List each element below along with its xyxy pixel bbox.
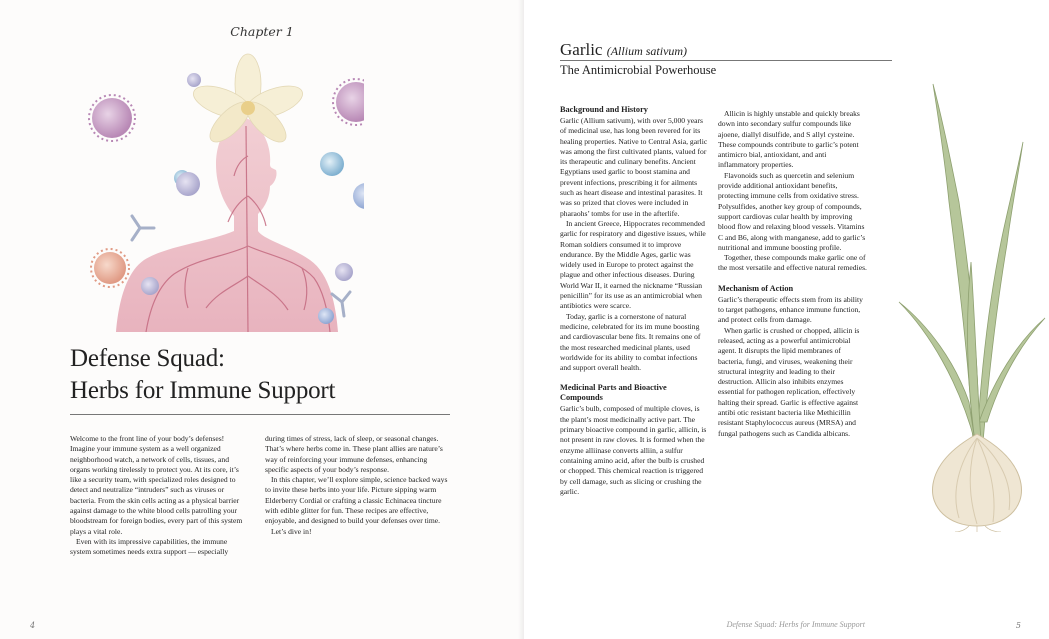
paragraph: Flavonoids such as quercetin and selenium provide additional antioxidant benefits, protecting immune cells from oxidative stress. Polysulfides, another key group of compounds, support cardiovas cular health by improving blood flow and relaxing blood vessels. Vitamins C and B6, along with manganese, add to garlic’s nutritional and immune boosting profile. xyxy=(718,170,866,252)
paragraph: Allicin is highly unstable and quickly breaks down into secondary sulfur compounds like ajoene, diallyl disulfide, and S allyl cysteine. These compounds contribute to garlic’s potent antimicro bial, antioxidant, and anti inflammatory properties. xyxy=(718,109,860,170)
title-rule xyxy=(70,414,450,415)
running-head: Defense Squad: Herbs for Immune Support xyxy=(726,620,865,629)
garlic-leaves xyxy=(899,84,1045,442)
section-heading: Background and History xyxy=(560,105,648,114)
herb-latin-name: (Allium sativum) xyxy=(606,44,688,58)
herb-name: Garlic xyxy=(560,40,603,59)
garlic-roots xyxy=(955,526,1001,532)
paragraph: during times of stress, lack of sleep, or seasonal changes. That’s where herbs come in. These plant allies are nature’s way of reinforcing your immune defenses, enhancing specific aspects of your body’s response. xyxy=(265,434,443,474)
left-page xyxy=(0,0,524,639)
chapter-label: Chapter 1 xyxy=(230,24,294,39)
herb-title-rule xyxy=(560,60,892,61)
section-heading: Medicinal Parts and Bioactive Compounds xyxy=(560,383,667,403)
paragraph: In this chapter, we’ll explore simple, science backed ways to invite these herbs into your life. Picture sipping warm Elderberry Cordial or crafting a classic Echinacea tincture with edible glitter for fun. These recipes are effective, enjoyable, and designed to build your defenses over time. xyxy=(265,475,448,526)
article-column-1 xyxy=(560,105,710,497)
title-line-2: Herbs for Immune Support xyxy=(70,377,336,404)
chapter-title xyxy=(70,343,335,407)
paragraph: Even with its impressive capabilities, the immune system sometimes needs extra support — especially xyxy=(70,536,229,557)
page-number-right: 5 xyxy=(1015,621,1021,630)
page-number-left: 4 xyxy=(30,621,36,630)
herb-title xyxy=(560,40,687,60)
herb-subtitle: The Antimicrobial Powerhouse xyxy=(560,63,717,77)
garlic-plant-illustration xyxy=(889,82,1049,532)
intro-column-1 xyxy=(70,434,248,558)
body-silhouette xyxy=(116,116,338,332)
paragraph: Garlic’s therapeutic effects stem from its ability to target pathogens, enhance immune function, and protect cells from damage. xyxy=(718,294,863,325)
immune-illustration xyxy=(88,46,364,332)
paragraph: Garlic (Allium sativum), with over 5,000 years of medicinal use, has long been revered for its healing properties. Native to Central Asia, garlic was among the first cultivated plants, valued for its therapeutic and culinary benefits. Ancient Egyptians used garlic to boost stamina and prevent infections, prescribing it for ailments such as heart disease and intestinal parasites. It was so prized that cloves were included in pharaohs’ tombs for use in the afterlife. xyxy=(560,116,708,218)
garlic-bulb xyxy=(932,434,1021,526)
paragraph: Let’s dive in! xyxy=(271,526,312,536)
paragraph: Welcome to the front line of your body’s defenses! Imagine your immune system as a well organized neighborhood watch, a network of cells, tissues, and organs working tirelessly to protect you. At its core, it’s like a security team, with specialized roles designed to detect and neutralize “intruders” such as viruses or bacteria. From the skin cells acting as a physical barrier against damage to the white blood cells patrolling your bloodstream for foreign bodies, every part of this system plays a vital role. xyxy=(70,434,243,536)
title-line-1: Defense Squad: xyxy=(70,345,225,372)
article-column-2 xyxy=(718,109,868,439)
paragraph: Together, these compounds make garlic one of the most versatile and effective natural remedies. xyxy=(718,253,867,273)
section-heading: Mechanism of Action xyxy=(718,283,794,293)
right-page xyxy=(524,0,1049,639)
paragraph: When garlic is crushed or chopped, allicin is released, acting as a powerful antimicrobial agent. It disrupts the lipid membranes of bacteria, fungi, and viruses, weakening their structural integrity and leading to their destruction. Allicin also inhibits enzymes essential for pathogen replication, effectively halting their spread. Garlic is effective against antibi otic resistant bacteria like Methicillin resistant Staphylococcus aureus (MRSA) and fungal pathogens such as Candida albicans. xyxy=(718,325,860,438)
paragraph: Today, garlic is a cornerstone of natural medicine, celebrated for its im mune boosting and cardiovascular bene fits. It remains one of the most researched medicinal plants, used worldwide for its ability to combat infections and support overall health. xyxy=(560,311,701,373)
intro-column-2 xyxy=(265,434,451,537)
paragraph: In ancient Greece, Hippocrates recommended garlic for respiratory and digestive issues, while Roman soldiers consumed it to improve endurance. By the Middle Ages, garlic was widely used in Europe to protect against the plague and other infectious diseases. During World War II, it earned the nickname “Russian penicillin” for its use as an antimicrobial when antibiotics were scarce. xyxy=(560,218,706,311)
paragraph: Garlic’s bulb, composed of multiple cloves, is the plant’s most medicinally active part. The primary bioactive compound in garlic, allicin, is not present in raw cloves. It is formed when the enzyme alliinase converts alliin, a sulfur containing amino acid, after the bulb is crushed or chopped. This chemical reaction is triggered by cell damage, such as slicing or crushing the garlic. xyxy=(560,404,707,496)
